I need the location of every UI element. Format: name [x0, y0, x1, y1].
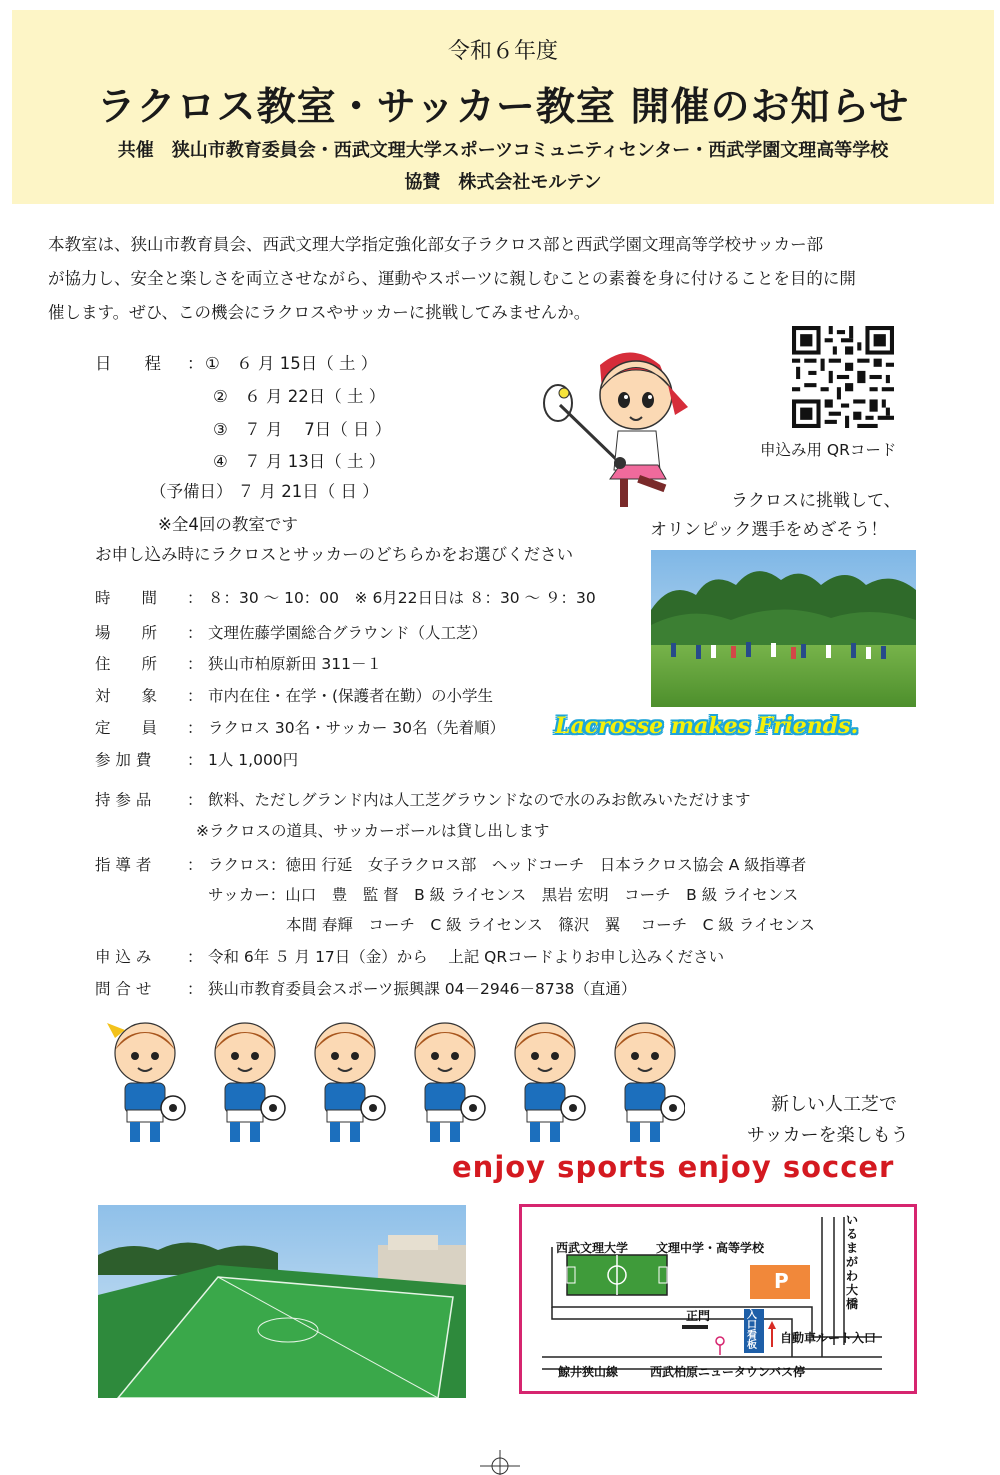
schedule-date: ② ６ 月 22日（ 土 ） — [213, 387, 386, 406]
detail-label: 時 間 — [95, 589, 158, 607]
schedule-label: 日 程 — [95, 354, 161, 373]
detail-value: ラクロス 30名・サッカー 30名（先着順） — [208, 719, 505, 737]
detail-value: ８：30 ～ 10：00 ※ 6月22日日は ８：30 ～ ９：30 — [208, 589, 596, 607]
detail-colon: ： — [187, 655, 203, 673]
detail-label: 住 所 — [95, 655, 158, 673]
detail-value: 1人 1,000円 — [208, 751, 299, 769]
parking-icon: P — [774, 1269, 789, 1293]
detail-value: 本間 春輝 コーチ C 級 ライセンス 篠沢 翼 コーチ C 級 ライセンス — [286, 916, 815, 934]
detail-value: ※ラクロスの道具、サッカーボールは貸し出します — [196, 822, 550, 840]
map-label-school: 文理中学・高等学校 — [656, 1241, 765, 1255]
lacrosse-catchphrase: オリンピック選手をめざそう！ — [650, 520, 888, 540]
detail-label: 場 所 — [95, 624, 158, 642]
lacrosse-girl-illustration — [540, 345, 690, 515]
detail-value: ラクロス：徳田 行延 女子ラクロス部 ヘッドコーチ 日本ラクロス協会 A 級指導者 — [208, 856, 807, 874]
map-label-car-route: 自動車ルート入口 — [780, 1331, 877, 1345]
schedule-date: ① ６ 月 15日（ 土 ） — [205, 354, 378, 373]
registration-mark-icon — [480, 1450, 520, 1475]
detail-label: 問 合 せ — [95, 980, 152, 998]
soccer-catchphrase: サッカーを楽しもう — [747, 1125, 909, 1146]
schedule-date: ④ ７ 月 13日（ 土 ） — [213, 452, 386, 471]
detail-value: 狭山市柏原新田 311－１ — [208, 655, 383, 673]
intro-line: 催します。ぜひ、この機会にラクロスやサッカーに挑戦してみませんか。 — [48, 303, 591, 322]
lacrosse-field-photo — [651, 550, 916, 707]
map-label-sign: 入口看板 — [747, 1310, 757, 1351]
schedule-reserve: （予備日） ７ 月 21日（ 日 ） — [150, 482, 379, 501]
detail-value: 市内在住・在学・(保護者在勤）の小学生 — [208, 687, 494, 705]
detail-label: 指 導 者 — [95, 856, 152, 874]
fiscal-year: 令和６年度 — [447, 39, 558, 64]
schedule-colon: ： — [187, 354, 204, 373]
detail-label: 持 参 品 — [95, 791, 152, 809]
map-label-bridge: いるまがわ大橋 — [846, 1213, 859, 1311]
detail-colon: ： — [187, 687, 203, 705]
organizers: 共催 狭山市教育委員会・西武文理大学スポーツコミュニティセンター・西武学園文理高等学校 — [117, 140, 889, 161]
detail-colon: ： — [187, 791, 203, 809]
intro-line: が協力し、安全と楽しさを両立させながら、運動やスポーツに親しむことの素養を身に付けることを目的に開 — [48, 269, 856, 288]
sponsor: 協賛 株式会社モルテン — [404, 172, 602, 193]
detail-label: 参 加 費 — [95, 751, 152, 769]
access-map — [519, 1204, 917, 1394]
detail-value: 令和 6年 ５ 月 17日（金）から 上記 QRコードよりお申し込みください — [208, 948, 725, 966]
soccer-field-photo — [98, 1205, 466, 1398]
detail-colon: ： — [187, 719, 203, 737]
intro-line: 本教室は、狭山市教育員会、西武文理大学指定強化部女子ラクロス部と西武学園文理高等学校サッカー部 — [48, 235, 824, 254]
intro-paragraph — [48, 228, 968, 330]
qr-code[interactable] — [792, 326, 894, 428]
header-banner — [12, 10, 994, 204]
detail-colon: ： — [187, 589, 203, 607]
detail-colon: ： — [187, 751, 203, 769]
map-label-gate: 正門 — [686, 1309, 711, 1323]
detail-colon: ： — [187, 948, 203, 966]
detail-value: サッカー：山口 豊 監 督 B 級 ライセンス 黒岩 宏明 コーチ B 級 ライセンス — [208, 886, 799, 904]
schedule-note: ※全4回の教室です — [158, 515, 298, 534]
map-label-road: 鯨井狭山線 — [558, 1365, 619, 1379]
soccer-catchphrase: 新しい人工芝で — [771, 1094, 897, 1115]
soccer-slogan: enjoy sports enjoy soccer — [452, 1150, 895, 1184]
detail-value: 狭山市教育委員会スポーツ振興課 04－2946－8738（直通） — [208, 980, 637, 998]
detail-colon: ： — [187, 624, 203, 642]
map-label-univ: 西武文理大学 — [556, 1241, 629, 1255]
soccer-kids-illustration — [95, 1018, 685, 1148]
detail-value: 文理佐藤学園総合グラウンド（人工芝） — [208, 624, 488, 642]
lacrosse-slogan: Lacrosse makes Friends. — [555, 713, 859, 739]
schedule-note: お申し込み時にラクロスとサッカーのどちらかをお選びください — [95, 545, 574, 564]
detail-label: 申 込 み — [95, 948, 152, 966]
lacrosse-catchphrase: ラクロスに挑戦して、 — [731, 491, 901, 511]
detail-label: 対 象 — [95, 687, 158, 705]
map-label-bus-stop: 西武柏原ニュータウンバス停 — [650, 1365, 806, 1379]
detail-label: 定 員 — [95, 719, 158, 737]
detail-colon: ： — [187, 856, 203, 874]
qr-caption: 申込み用 QRコード — [760, 441, 897, 459]
schedule-date: ③ ７ 月 7日（ 日 ） — [213, 420, 392, 439]
detail-colon: ： — [187, 980, 203, 998]
detail-value: 飲料、ただしグランド内は人工芝グラウンドなので水のみお飲みいただけます — [208, 791, 751, 809]
page-title: ラクロス教室・サッカー教室 開催のお知らせ — [96, 85, 910, 130]
qr-code-icon — [792, 326, 894, 428]
